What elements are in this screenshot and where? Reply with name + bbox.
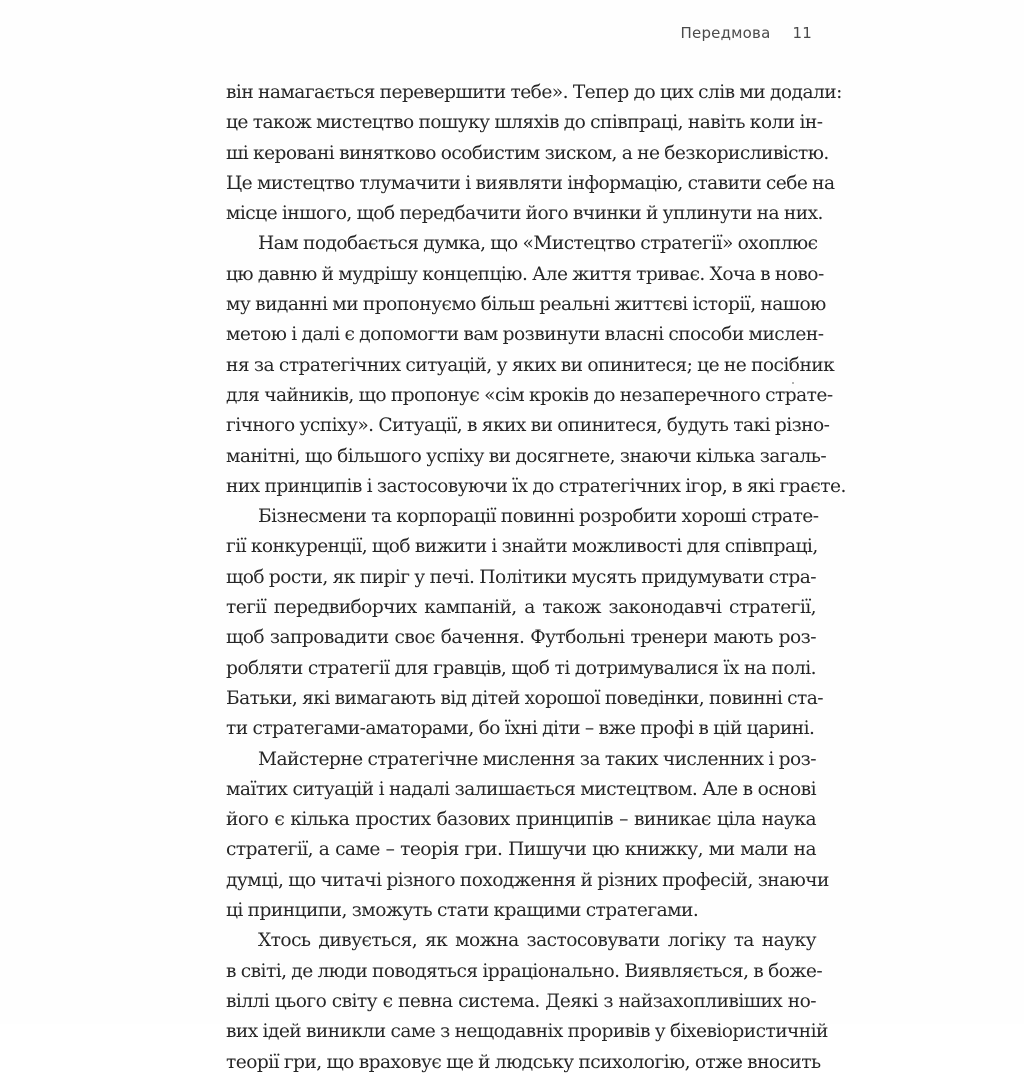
text-line: ня за стратегічних ситуацій, у яких ви опинитеся; це не посібник	[226, 354, 835, 376]
text-line: гії конкуренції, щоб вижити і знайти можливості для співпраці,	[226, 536, 818, 558]
running-header	[600, 24, 812, 42]
text-line: віллі цього світу є певна система. Деякі з найзахопливіших но-	[226, 990, 816, 1012]
text-line: Бізнесмени та корпорації повинні розробити хороші страте-	[258, 506, 819, 528]
text-line: метою і далі є допомогти вам розвинути власні способи мислен-	[226, 324, 824, 346]
text-line: маїтих ситуацій і надалі залишається мистецтвом. Але в основі	[226, 778, 816, 800]
print-speck	[792, 382, 794, 384]
text-line: ці принципи, зможуть стати кращими стратегами.	[226, 900, 699, 922]
text-line: тегії передвиборчих кампаній, а також законодавчі стратегії,	[226, 597, 816, 619]
text-line: для чайників, що пропонує «сім кроків до незаперечного страте-	[226, 384, 833, 406]
text-line: му виданні ми пропонуємо більш реальні життєві історії, нашою	[226, 294, 826, 316]
text-line: Нам подобається думка, що «Мистецтво стратегії» охоплює	[258, 233, 818, 255]
text-line: вих ідей виникли саме з нещодавніх проривів у біхевіористичній	[226, 1021, 828, 1043]
text-line: манітні, що більшого успіху ви досягнете, знаючи кілька загаль-	[226, 445, 827, 467]
text-line: в світі, де люди поводяться ірраціонально. Виявляється, в боже-	[226, 960, 823, 982]
section-title: Передмова	[680, 24, 771, 42]
text-line: його є кілька простих базових принципів – виникає ціла наука	[226, 809, 816, 831]
text-line: робляти стратегії для гравців, щоб ті дотримувалися їх на полі.	[226, 657, 816, 679]
text-line: ші керовані винятково особистим зиском, а не безкорисливістю.	[226, 142, 829, 164]
text-line: цю давню й мудрішу концепцію. Але життя триває. Хоча в ново-	[226, 263, 824, 285]
text-line: Майстерне стратегічне мислення за таких численних і роз-	[258, 748, 816, 770]
text-line: теорії гри, що враховує ще й людську психологію, отже вносить	[226, 1051, 821, 1073]
text-line: щоб запровадити своє бачення. Футбольні тренери мають роз-	[226, 627, 816, 649]
text-line: Хтось дивується, як можна застосовувати логіку та науку	[258, 930, 816, 952]
text-line: щоб рости, як пиріг у печі. Політики мусять придумувати стра-	[226, 566, 816, 588]
text-line: він намагається перевершити тебе». Тепер до цих слів ми додали:	[226, 82, 842, 103]
text-line: ти стратегами-аматорами, бо їхні діти – вже профі в цій царині.	[226, 718, 815, 740]
text-line: Це мистецтво тлумачити і виявляти інформацію, ставити себе на	[226, 172, 835, 194]
text-line: місце іншого, щоб передбачити його вчинки й уплинути на них.	[226, 203, 823, 225]
text-line: них принципів і застосовуючи їх до стратегічних ігор, в які граєте.	[226, 475, 846, 497]
text-line: гічного успіху». Ситуації, в яких ви опинитеся, будуть такі різно-	[226, 415, 830, 437]
text-line: стратегії, а саме – теорія гри. Пишучи цю книжку, ми мали на	[226, 839, 816, 861]
text-line: це також мистецтво пошуку шляхів до співпраці, навіть коли ін-	[226, 112, 823, 134]
text-line: думці, що читачі різного походження й різних професій, знаючи	[226, 869, 829, 891]
body-text	[226, 78, 846, 1078]
text-line: Батьки, які вимагають від дітей хорошої поведінки, повинні ста-	[226, 687, 824, 709]
page-number: 11	[792, 24, 812, 42]
